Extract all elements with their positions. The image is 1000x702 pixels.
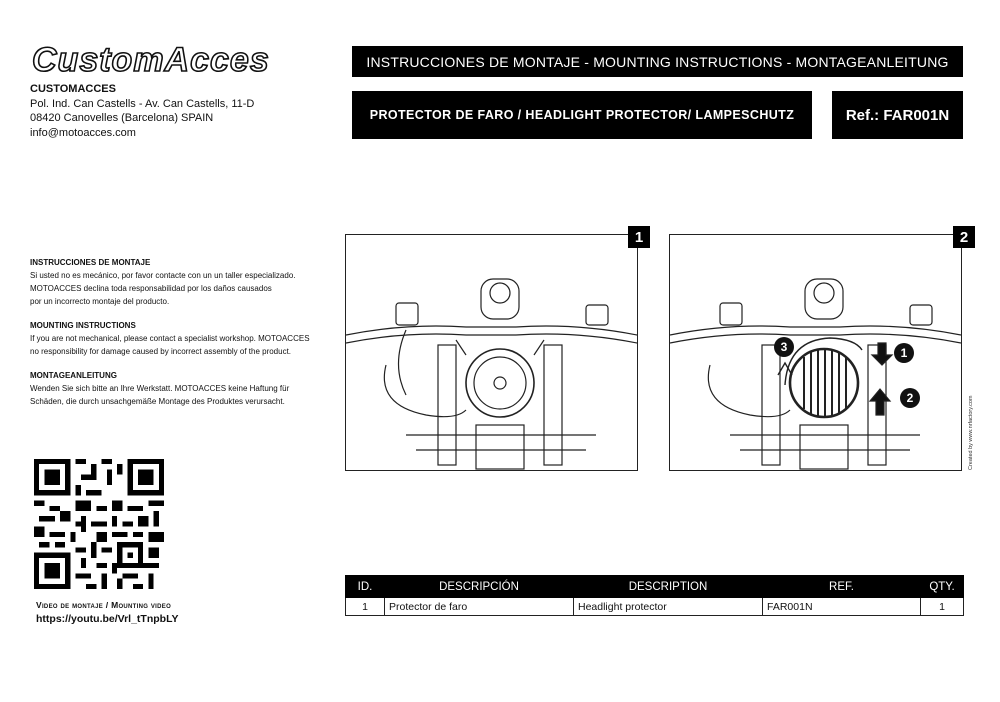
- parts-table-header-row: [346, 576, 964, 598]
- cell-ref: FAR001N: [763, 598, 921, 616]
- instructions-es-line: Si usted no es mecánico, por favor contacte con un un taller especializado.: [30, 271, 296, 280]
- cell-description: Headlight protector: [574, 598, 763, 616]
- callout-2: 2: [900, 388, 920, 408]
- callout-3: 3: [774, 337, 794, 357]
- col-qty: QTY.: [921, 576, 964, 598]
- motorcycle-front-illustration: [346, 235, 637, 470]
- company-name: CUSTOMACCES: [30, 83, 116, 95]
- company-info: [30, 82, 330, 140]
- logo-text: CustomAcces: [32, 41, 270, 78]
- main-title: INSTRUCCIONES DE MONTAJE - MOUNTING INSTRUCTIONS - MONTAGEANLEITUNG: [366, 53, 949, 70]
- callout-1: 1: [894, 343, 914, 363]
- qr-code[interactable]: [34, 459, 164, 589]
- main-title-bar: [352, 46, 963, 77]
- col-id: ID.: [346, 576, 385, 598]
- instructions-en: [30, 319, 330, 358]
- company-address-line2: 08420 Canovelles (Barcelona) SPAIN: [30, 112, 214, 124]
- product-title-bar: [352, 91, 812, 139]
- instructions-de-heading: MONTAGEANLEITUNG: [30, 371, 117, 380]
- col-descripcion: DESCRIPCIÓN: [385, 576, 574, 598]
- step-2-illustration-panel: [669, 234, 962, 471]
- instructions-de: [30, 369, 330, 408]
- step-2-badge: 2: [953, 226, 975, 248]
- cell-id: 1: [346, 598, 385, 616]
- cell-qty: 1: [921, 598, 964, 616]
- step-1-badge: 1: [628, 226, 650, 248]
- reference-bar: [832, 91, 963, 139]
- instructions-es: [30, 256, 330, 308]
- instructions-es-heading: INSTRUCCIONES DE MONTAJE: [30, 258, 151, 267]
- instructions-de-line: Schäden, die durch unsachgemäße Montage des Produktes verursacht.: [30, 397, 285, 406]
- instructions-es-line: por un incorrecto montaje del producto.: [30, 297, 170, 306]
- credit-text: Created by www.nrfactory.com: [968, 395, 974, 470]
- video-url-link[interactable]: https://youtu.be/Vrl_tTnpbLY: [36, 613, 179, 625]
- step-1-illustration-panel: [345, 234, 638, 471]
- instructions-en-line: no responsibility for damage caused by incorrect assembly of the product.: [30, 347, 292, 356]
- instructions-en-line: If you are not mechanical, please contact a specialist workshop. MOTOACCES: [30, 334, 310, 343]
- instructions-es-line: MOTOACCES declina toda responsabilidad por los daños causados: [30, 284, 272, 293]
- col-ref: REF.: [763, 576, 921, 598]
- company-email[interactable]: info@motoacces.com: [30, 126, 136, 139]
- customacces-logo: [30, 40, 325, 78]
- video-label: Video de montaje / Mounting video: [36, 600, 172, 610]
- parts-table: [345, 575, 964, 616]
- product-title: PROTECTOR DE FARO / HEADLIGHT PROTECTOR/ LAMPESCHUTZ: [369, 108, 795, 122]
- motorcycle-headlight-protector-illustration: [670, 235, 961, 470]
- cell-descripcion: Protector de faro: [385, 598, 574, 616]
- table-row: [346, 598, 964, 616]
- company-address-line1: Pol. Ind. Can Castells - Av. Can Castells, 11-D: [30, 97, 255, 110]
- instructions-block: [30, 256, 330, 419]
- instructions-de-line: Wenden Sie sich bitte an Ihre Werkstatt. MOTOACCES keine Haftung für: [30, 384, 290, 393]
- col-description: DESCRIPTION: [574, 576, 763, 598]
- reference: Ref.: FAR001N: [845, 106, 950, 124]
- instructions-en-heading: MOUNTING INSTRUCTIONS: [30, 321, 136, 330]
